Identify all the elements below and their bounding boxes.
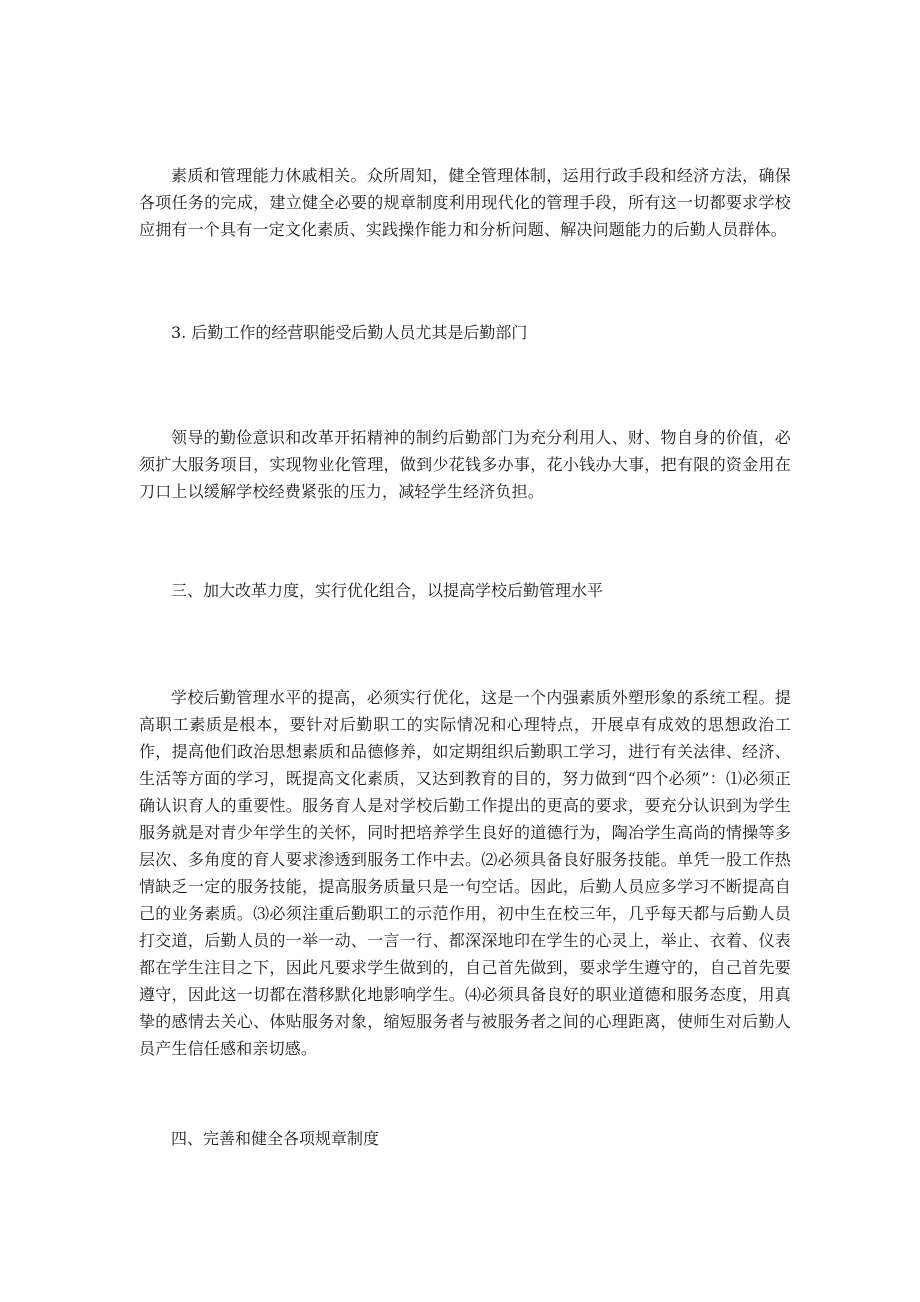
body-paragraph-3: 学校后勤管理水平的提高，必须实行优化，这是一个内强素质外塑形象的系统工程。提高职工素质是根本，要针对后勤职工的实际情况和心理特点，开展卓有成效的思想政治工作，提高他们政治思想素质和品德修养，如定期组织后勤职工学习，进行有关法律、经济、生活等方面的学习，既提高文化素质，又达到教育的目的，努力做到“四个必须”：⑴必须正确认识育人的重要性。服务育人是对学校后勤工作提出的更高的要求，要充分认识到为学生服务就是对青少年学生的关怀，同时把培养学生良好的道德行为，陶冶学生高尚的情操等多层次、多角度的育人要求渗透到服务工作中去。⑵必须具备良好服务技能。单凭一股工作热情缺乏一定的服务技能，提高服务质量只是一句空话。因此，后勤人员应多学习不断提高自己的业务素质。⑶必须注重后勤职工的示范作用，初中生在校三年，几乎每天都与后勤人员打交道，后勤人员的一举一动、一言一行、都深深地印在学生的心灵上，举止、衣着、仪表都在学生注目之下，因此凡要求学生做到的，自己首先做到，要求学生遵守的，自己首先要遵守，因此这一切都在潜移默化地影响学生。⑷必须具备良好的职业道德和服务态度，用真挚的感情去关心、体贴服务对象，缩短服务者与被服务者之间的心理距离，使师生对后勤人员产生信任感和亲切感。: [139, 688, 791, 1058]
body-paragraph-1: 素质和管理能力休戚相关。众所周知，健全管理体制，运用行政手段和经济方法，确保各项任务的完成，建立健全必要的规章制度利用现代化的管理手段，所有这一切都要求学校应拥有一个具有一定文化素质、实践操作能力和分析问题、解决问题能力的后勤人员群体。: [139, 166, 791, 239]
section-heading-three: 三、加大改革力度，实行优化组合，以提高学校后勤管理水平: [171, 581, 604, 600]
body-paragraph-2: 领导的勤俭意识和改革开拓精神的制约后勤部门为充分利用人、财、物自身的价值，必须扩大服务项目，实现物业化管理，做到少花钱多办事，花小钱办大事，把有限的资金用在刀口上以缓解学校经费紧张的压力，减轻学生经济负担。: [139, 428, 791, 501]
section-heading-3: 3. 后勤工作的经营职能受后勤人员尤其是后勤部门: [171, 323, 528, 342]
section-heading-four: 四、完善和健全各项规章制度: [171, 1129, 380, 1148]
